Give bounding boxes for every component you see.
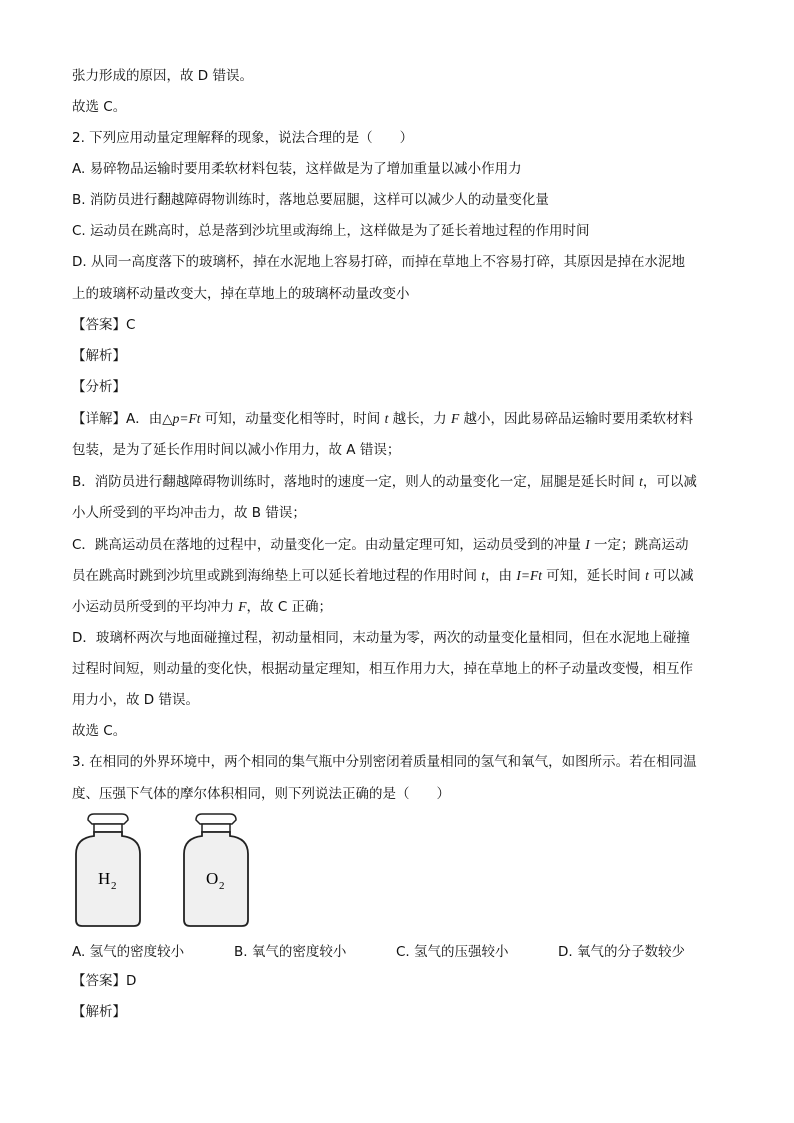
text-span: B．消防员进行翻越障碍物训练时，落地时的速度一定，则人的动量变化一定，屈腿是延长时间	[72, 474, 640, 490]
question-3-options	[72, 940, 732, 960]
text-span: C．跳高运动员在落地的过程中，动量变化一定。由动量定理可知，运动员受到的冲量	[72, 537, 586, 553]
variable: t	[384, 411, 389, 426]
question-2-stem: 2. 下列应用动量定理解释的现象，说法合理的是（ ）	[72, 130, 414, 146]
variable: I	[585, 537, 590, 552]
detail-line-1	[72, 409, 693, 429]
question-2-option-a: A. 易碎物品运输时要用柔软材料包装，这样做是为了增加重量以减小作用力	[72, 161, 522, 177]
question-3-option-c: C. 氢气的压强较小	[396, 944, 509, 960]
formula: p=Ft	[172, 411, 201, 426]
analysis-label: 【解析】	[72, 1004, 126, 1020]
text-span: 【详解】A．由△	[72, 411, 173, 427]
detail-c-line-1	[72, 535, 689, 555]
text-span: 可以减	[648, 568, 694, 584]
detail-c-line-3	[72, 597, 332, 617]
question-3-option-a: A. 氢气的密度较小	[72, 944, 185, 960]
text-line: 张力形成的原因，故 D 错误。	[72, 68, 253, 84]
detail-c-line-2	[72, 566, 694, 586]
variable: t	[639, 474, 643, 489]
bottle-subscript: 2	[219, 880, 225, 892]
question-2-option-b: B. 消防员进行翻越障碍物训练时，落地总要屈腿，这样可以减少人的动量变化量	[72, 192, 549, 208]
variable: F	[238, 599, 247, 614]
text-line: 故选 C。	[72, 99, 127, 115]
select-answer-line: 故选 C。	[72, 723, 127, 739]
text-span: ，故 C 正确；	[246, 599, 333, 615]
detail-line-2: 包装，是为了延长作用时间以减小作用力，故 A 错误；	[72, 442, 401, 458]
bottle-label: H	[98, 869, 111, 888]
detail-b-line-1	[72, 472, 697, 492]
gas-bottles-figure	[72, 812, 262, 930]
variable: F	[450, 411, 460, 426]
analysis-sub-label: 【分析】	[72, 379, 126, 395]
hydrogen-bottle	[76, 814, 140, 926]
question-3-stem-line2: 度、压强下气体的摩尔体积相同，则下列说法正确的是（ ）	[72, 786, 450, 802]
variable: t	[481, 568, 486, 583]
text-span: 可知，动量变化相等时，时间	[200, 411, 385, 427]
oxygen-bottle	[184, 814, 248, 926]
formula: I=Ft	[516, 568, 542, 583]
text-span: ，可以减	[642, 474, 697, 490]
text-span: ，由	[485, 568, 517, 584]
question-2-option-d-line1: D. 从同一高度落下的玻璃杯，掉在水泥地上容易打碎，而掉在草地上不容易打碎，其原因是掉在水泥地	[72, 254, 685, 270]
analysis-label: 【解析】	[72, 348, 126, 364]
question-3-option-d: D. 氧气的分子数较少	[558, 944, 685, 960]
variable: t	[645, 568, 649, 583]
text-span: 员在跳高时跳到沙坑里或跳到海绵垫上可以延长着地过程的作用时间	[72, 568, 482, 584]
question-3-option-b: B. 氧气的密度较小	[234, 944, 347, 960]
bottle-label: O	[206, 869, 219, 888]
text-span: 越小，因此易碎品运输时要用柔软材料	[459, 411, 693, 427]
text-span: 小运动员所受到的平均冲力	[72, 599, 239, 615]
detail-d-line-3: 用力小，故 D 错误。	[72, 692, 199, 708]
detail-d-line-2: 过程时间短，则动量的变化快，根据动量定理知，相互作用力大，掉在草地上的杯子动量改变慢，相互作	[72, 661, 693, 677]
answer-label: 【答案】D	[72, 973, 137, 989]
detail-b-line-2: 小人所受到的平均冲击力，故 B 错误；	[72, 505, 306, 521]
question-2-option-c: C. 运动员在跳高时，总是落到沙坑里或海绵上，这样做是为了延长着地过程的作用时间	[72, 223, 590, 239]
text-span: 一定；跳高运动	[589, 537, 689, 553]
detail-d-line-1: D．玻璃杯两次与地面碰撞过程，初动量相同，末动量为零，两次的动量变化量相同，但在水泥地上碰撞	[72, 630, 690, 646]
text-span: 越长，力	[388, 411, 451, 427]
question-2-option-d-line2: 上的玻璃杯动量改变大，掉在草地上的玻璃杯动量改变小	[72, 286, 410, 302]
question-3-stem-line1: 3. 在相同的外界环境中，两个相同的集气瓶中分别密闭着质量相同的氢气和氧气，如图所示。若在相同温	[72, 754, 697, 770]
answer-label: 【答案】C	[72, 317, 136, 333]
bottle-subscript: 2	[111, 880, 117, 892]
text-span: 可知，延长时间	[541, 568, 646, 584]
